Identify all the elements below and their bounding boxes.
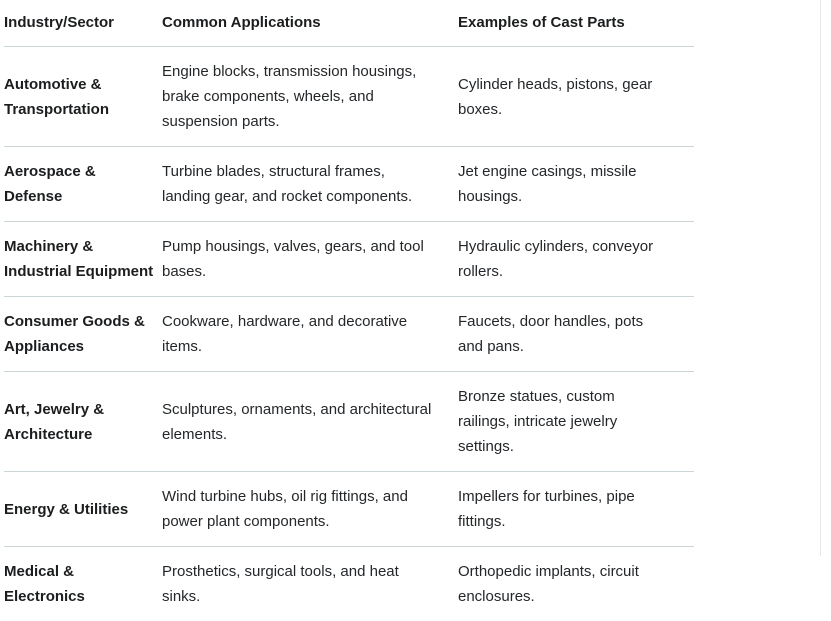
cell-examples: Impellers for turbines, pipe fittings. <box>458 472 694 547</box>
cell-applications: Wind turbine hubs, oil rig fittings, and power plant components. <box>162 472 458 547</box>
cell-industry: Aerospace & Defense <box>4 147 162 222</box>
table-container <box>4 0 694 621</box>
column-header-common-applications: Common Applications <box>162 0 458 47</box>
cell-examples: Jet engine casings, missile housings. <box>458 147 694 222</box>
cell-industry: Medical & Electronics <box>4 547 162 621</box>
table-row <box>4 147 694 222</box>
cell-applications: Sculptures, ornaments, and architectural elements. <box>162 372 458 472</box>
cell-applications: Cookware, hardware, and decorative items. <box>162 297 458 372</box>
table-row <box>4 47 694 147</box>
cell-applications: Pump housings, valves, gears, and tool bases. <box>162 222 458 297</box>
cell-applications: Prosthetics, surgical tools, and heat sinks. <box>162 547 458 621</box>
cell-examples: Cylinder heads, pistons, gear boxes. <box>458 47 694 147</box>
cell-examples: Hydraulic cylinders, conveyor rollers. <box>458 222 694 297</box>
cell-industry: Automotive & Transportation <box>4 47 162 147</box>
cell-applications: Engine blocks, transmission housings, brake components, wheels, and suspension parts. <box>162 47 458 147</box>
cell-industry: Consumer Goods & Appliances <box>4 297 162 372</box>
cell-industry: Energy & Utilities <box>4 472 162 547</box>
table-row <box>4 222 694 297</box>
cell-examples: Orthopedic implants, circuit enclosures. <box>458 547 694 621</box>
cell-examples: Faucets, door handles, pots and pans. <box>458 297 694 372</box>
table-row <box>4 297 694 372</box>
page-edge-divider <box>820 0 821 556</box>
header-row <box>4 0 694 47</box>
table-row <box>4 372 694 472</box>
casting-industries-table <box>4 0 694 621</box>
cell-industry: Machinery & Industrial Equipment <box>4 222 162 297</box>
cell-applications: Turbine blades, structural frames, landing gear, and rocket components. <box>162 147 458 222</box>
cell-examples: Bronze statues, custom railings, intricate jewelry settings. <box>458 372 694 472</box>
column-header-examples-of-cast-parts: Examples of Cast Parts <box>458 0 694 47</box>
table-row <box>4 547 694 621</box>
column-header-industry-sector: Industry/Sector <box>4 0 162 47</box>
cell-industry: Art, Jewelry & Architecture <box>4 372 162 472</box>
table-row <box>4 472 694 547</box>
